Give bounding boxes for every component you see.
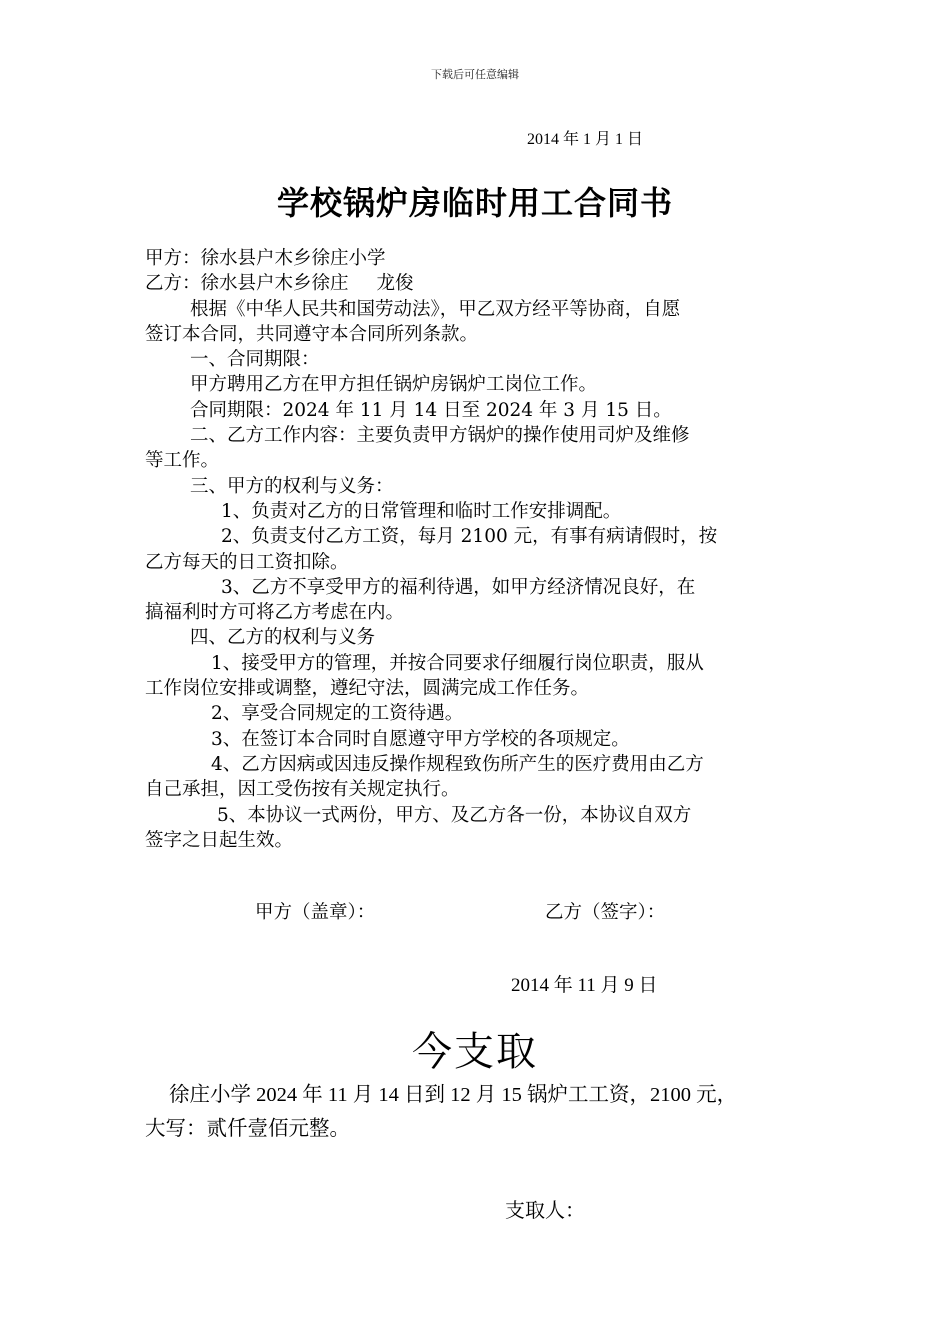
clause-line: 根据《中华人民共和国劳动法》，甲乙双方经平等协商，自愿: [190, 298, 681, 320]
clause-line: 2、负责支付乙方工资，每月 2100 元，有事有病请假时，按: [221, 526, 718, 548]
clause-line: 4、乙方因病或因违反操作规程致伤所产生的医疗费用由乙方: [211, 753, 704, 775]
clause-line: 签订本合同，共同遵守本合同所列条款。: [145, 323, 479, 345]
section-heading: 一、合同期限：: [190, 349, 320, 371]
clause-line: 工作岗位安排或调整，遵纪守法，圆满完成工作任务。: [145, 678, 590, 700]
clause-line: 等工作。: [145, 450, 220, 472]
receiver-label: 支取人：: [505, 1198, 585, 1222]
contract-body: [145, 246, 815, 853]
clause-line: 甲方聘用乙方在甲方担任锅炉房锅炉工岗位工作。: [190, 374, 598, 396]
section-heading: 三、甲方的权利与义务：: [190, 475, 394, 497]
party-a-seal-label: 甲方（盖章）：: [255, 902, 376, 923]
clause-line: 3、乙方不享受甲方的福利待遇，如甲方经济情况良好，在: [221, 576, 696, 598]
section-heading: 二、乙方工作内容：主要负责甲方锅炉的操作使用司炉及维修: [190, 425, 690, 447]
receipt-body: [145, 1078, 835, 1146]
clause-line: 自己承担，因工受伤按有关规定执行。: [145, 779, 460, 801]
clause-line: 1、负责对乙方的日常管理和临时工作安排调配。: [221, 500, 622, 522]
receipt-title: 今支取: [412, 1029, 538, 1075]
party-b-prefix: 乙方：徐水县户木乡徐庄: [145, 273, 349, 295]
party-b-name: 龙俊: [376, 273, 414, 295]
clause-line: 签字之日起生效。: [145, 829, 294, 851]
clause-line: 乙方每天的日工资扣除。: [145, 551, 349, 573]
top-date: 2014 年 1 月 1 日: [527, 131, 644, 148]
header-note: 下载后可任意编辑: [431, 68, 519, 81]
party-a-line: 甲方：徐水县户木乡徐庄小学: [145, 248, 386, 269]
clause-line: 搞福利时方可将乙方考虑在内。: [145, 602, 405, 624]
party-b-line: [145, 271, 815, 296]
clause-line: 3、在签订本合同时自愿遵守甲方学校的各项规定。: [211, 728, 630, 750]
clause-line: 合同期限：2024 年 11 月 14 日至 2024 年 3 月 15 日。: [190, 399, 672, 421]
receipt-line: 大写：贰仟壹佰元整。: [145, 1118, 350, 1140]
clause-line: 5、本协议一式两份，甲方、及乙方各一份，本协议自双方: [217, 804, 692, 826]
clause-line: 1、接受甲方的管理，并按合同要求仔细履行岗位职责，服从: [211, 652, 704, 674]
section-heading: 四、乙方的权利与义务: [190, 627, 376, 649]
contract-title: 学校锅炉房临时用工合同书: [276, 184, 673, 222]
signing-date: 2014 年 11 月 9 日: [511, 975, 658, 996]
clause-line: 2、享受合同规定的工资待遇。: [211, 703, 464, 725]
receipt-line: 徐庄小学 2024 年 11 月 14 日到 12 月 15 锅炉工工资，2100 元，: [169, 1084, 738, 1106]
party-b-signature-label: 乙方（签字）：: [545, 902, 666, 923]
